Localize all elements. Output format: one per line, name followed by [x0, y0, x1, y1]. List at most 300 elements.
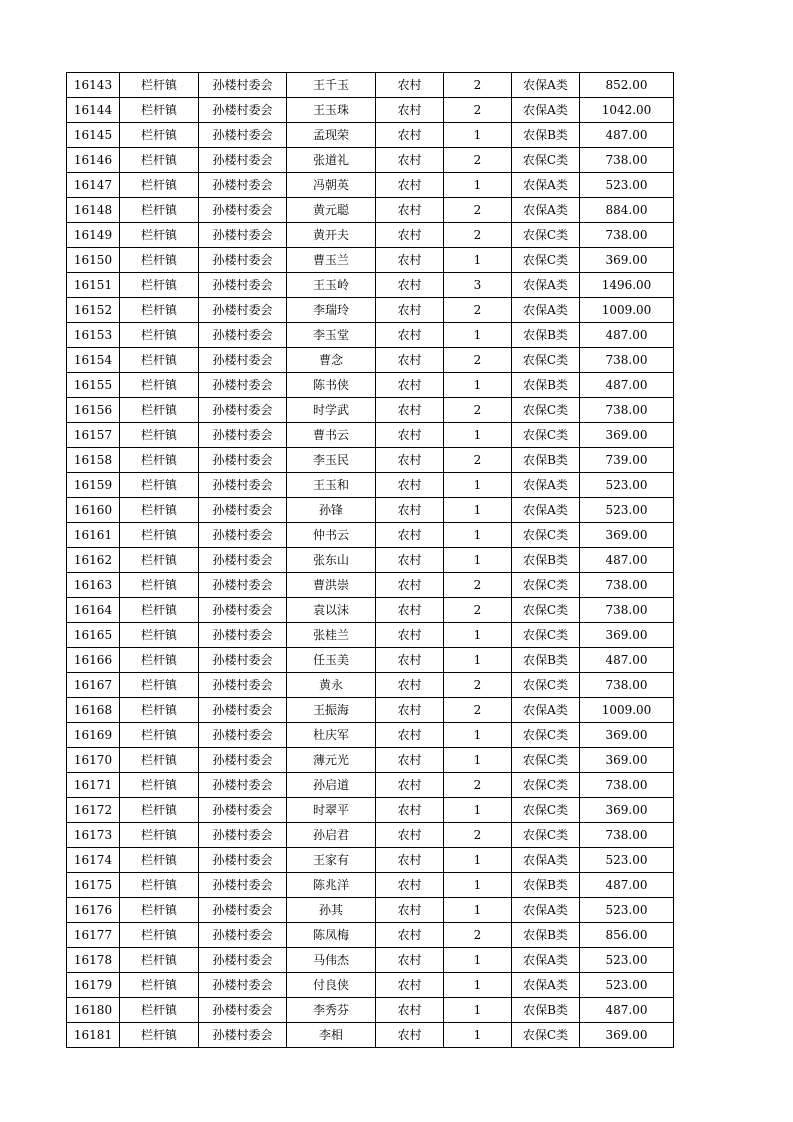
town-cell: 栏杆镇 — [120, 223, 199, 248]
town-cell: 栏杆镇 — [120, 423, 199, 448]
table-row — [67, 898, 674, 923]
household-count-cell: 2 — [444, 298, 512, 323]
table-row — [67, 98, 674, 123]
village-cell: 孙楼村委会 — [199, 623, 287, 648]
amount-cell: 487.00 — [580, 323, 674, 348]
village-cell: 孙楼村委会 — [199, 848, 287, 873]
table-row — [67, 873, 674, 898]
village-cell: 孙楼村委会 — [199, 523, 287, 548]
amount-cell: 523.00 — [580, 898, 674, 923]
table-row — [67, 223, 674, 248]
record-id-cell: 16149 — [67, 223, 120, 248]
village-cell: 孙楼村委会 — [199, 423, 287, 448]
name-cell: 任玉美 — [287, 648, 376, 673]
table-row — [67, 298, 674, 323]
area-type-cell: 农村 — [376, 348, 444, 373]
area-type-cell: 农村 — [376, 323, 444, 348]
village-cell: 孙楼村委会 — [199, 248, 287, 273]
table-row — [67, 923, 674, 948]
amount-cell: 369.00 — [580, 523, 674, 548]
category-cell: 农保B类 — [512, 998, 580, 1023]
table-row — [67, 423, 674, 448]
table-row — [67, 273, 674, 298]
town-cell: 栏杆镇 — [120, 198, 199, 223]
record-id-cell: 16177 — [67, 923, 120, 948]
category-cell: 农保B类 — [512, 923, 580, 948]
name-cell: 马伟杰 — [287, 948, 376, 973]
table-row — [67, 773, 674, 798]
table-row — [67, 798, 674, 823]
table-row — [67, 73, 674, 98]
town-cell: 栏杆镇 — [120, 148, 199, 173]
town-cell: 栏杆镇 — [120, 173, 199, 198]
area-type-cell: 农村 — [376, 823, 444, 848]
category-cell: 农保A类 — [512, 898, 580, 923]
village-cell: 孙楼村委会 — [199, 273, 287, 298]
name-cell: 曹书云 — [287, 423, 376, 448]
amount-cell: 369.00 — [580, 748, 674, 773]
amount-cell: 738.00 — [580, 573, 674, 598]
amount-cell: 369.00 — [580, 1023, 674, 1048]
table-row — [67, 373, 674, 398]
record-id-cell: 16159 — [67, 473, 120, 498]
town-cell: 栏杆镇 — [120, 273, 199, 298]
name-cell: 陈兆洋 — [287, 873, 376, 898]
name-cell: 曹念 — [287, 348, 376, 373]
household-count-cell: 2 — [444, 823, 512, 848]
area-type-cell: 农村 — [376, 723, 444, 748]
town-cell: 栏杆镇 — [120, 823, 199, 848]
name-cell: 孙启君 — [287, 823, 376, 848]
amount-cell: 738.00 — [580, 823, 674, 848]
category-cell: 农保A类 — [512, 948, 580, 973]
amount-cell: 1496.00 — [580, 273, 674, 298]
category-cell: 农保A类 — [512, 273, 580, 298]
name-cell: 孙启道 — [287, 773, 376, 798]
category-cell: 农保C类 — [512, 573, 580, 598]
category-cell: 农保A类 — [512, 298, 580, 323]
area-type-cell: 农村 — [376, 998, 444, 1023]
village-cell: 孙楼村委会 — [199, 573, 287, 598]
category-cell: 农保A类 — [512, 473, 580, 498]
amount-cell: 523.00 — [580, 498, 674, 523]
area-type-cell: 农村 — [376, 423, 444, 448]
table-row — [67, 348, 674, 373]
name-cell: 冯朝英 — [287, 173, 376, 198]
area-type-cell: 农村 — [376, 223, 444, 248]
village-cell: 孙楼村委会 — [199, 373, 287, 398]
category-cell: 农保B类 — [512, 648, 580, 673]
household-count-cell: 1 — [444, 423, 512, 448]
name-cell: 陈书侠 — [287, 373, 376, 398]
record-id-cell: 16162 — [67, 548, 120, 573]
household-count-cell: 2 — [444, 773, 512, 798]
amount-cell: 1009.00 — [580, 698, 674, 723]
household-count-cell: 2 — [444, 698, 512, 723]
table-row — [67, 598, 674, 623]
village-cell: 孙楼村委会 — [199, 148, 287, 173]
category-cell: 农保C类 — [512, 623, 580, 648]
record-id-cell: 16154 — [67, 348, 120, 373]
category-cell: 农保C类 — [512, 723, 580, 748]
household-count-cell: 1 — [444, 323, 512, 348]
table-row — [67, 448, 674, 473]
area-type-cell: 农村 — [376, 198, 444, 223]
village-cell: 孙楼村委会 — [199, 923, 287, 948]
record-id-cell: 16172 — [67, 798, 120, 823]
name-cell: 李秀芬 — [287, 998, 376, 1023]
village-cell: 孙楼村委会 — [199, 1023, 287, 1048]
town-cell: 栏杆镇 — [120, 73, 199, 98]
town-cell: 栏杆镇 — [120, 723, 199, 748]
town-cell: 栏杆镇 — [120, 523, 199, 548]
amount-cell: 738.00 — [580, 673, 674, 698]
category-cell: 农保A类 — [512, 98, 580, 123]
area-type-cell: 农村 — [376, 373, 444, 398]
village-cell: 孙楼村委会 — [199, 998, 287, 1023]
table-row — [67, 198, 674, 223]
table-row — [67, 523, 674, 548]
name-cell: 袁以沫 — [287, 598, 376, 623]
name-cell: 黄开夫 — [287, 223, 376, 248]
household-count-cell: 2 — [444, 573, 512, 598]
town-cell: 栏杆镇 — [120, 673, 199, 698]
name-cell: 王玉珠 — [287, 98, 376, 123]
amount-cell: 738.00 — [580, 148, 674, 173]
record-id-cell: 16175 — [67, 873, 120, 898]
area-type-cell: 农村 — [376, 898, 444, 923]
town-cell: 栏杆镇 — [120, 248, 199, 273]
town-cell: 栏杆镇 — [120, 398, 199, 423]
village-cell: 孙楼村委会 — [199, 448, 287, 473]
record-id-cell: 16169 — [67, 723, 120, 748]
amount-cell: 523.00 — [580, 173, 674, 198]
name-cell: 曹洪崇 — [287, 573, 376, 598]
record-id-cell: 16143 — [67, 73, 120, 98]
village-cell: 孙楼村委会 — [199, 873, 287, 898]
table-row — [67, 473, 674, 498]
record-id-cell: 16178 — [67, 948, 120, 973]
amount-cell: 369.00 — [580, 248, 674, 273]
town-cell: 栏杆镇 — [120, 1023, 199, 1048]
record-id-cell: 16152 — [67, 298, 120, 323]
area-type-cell: 农村 — [376, 573, 444, 598]
household-count-cell: 1 — [444, 1023, 512, 1048]
household-count-cell: 1 — [444, 473, 512, 498]
town-cell: 栏杆镇 — [120, 98, 199, 123]
household-count-cell: 1 — [444, 748, 512, 773]
town-cell: 栏杆镇 — [120, 623, 199, 648]
name-cell: 张道礼 — [287, 148, 376, 173]
town-cell: 栏杆镇 — [120, 373, 199, 398]
town-cell: 栏杆镇 — [120, 648, 199, 673]
household-count-cell: 1 — [444, 998, 512, 1023]
area-type-cell: 农村 — [376, 298, 444, 323]
name-cell: 李瑞玲 — [287, 298, 376, 323]
area-type-cell: 农村 — [376, 773, 444, 798]
village-cell: 孙楼村委会 — [199, 98, 287, 123]
name-cell: 黄永 — [287, 673, 376, 698]
household-count-cell: 2 — [444, 223, 512, 248]
amount-cell: 738.00 — [580, 348, 674, 373]
category-cell: 农保C类 — [512, 148, 580, 173]
village-cell: 孙楼村委会 — [199, 398, 287, 423]
area-type-cell: 农村 — [376, 873, 444, 898]
area-type-cell: 农村 — [376, 923, 444, 948]
town-cell: 栏杆镇 — [120, 773, 199, 798]
name-cell: 孟现荣 — [287, 123, 376, 148]
town-cell: 栏杆镇 — [120, 448, 199, 473]
category-cell: 农保B类 — [512, 323, 580, 348]
category-cell: 农保C类 — [512, 348, 580, 373]
household-count-cell: 2 — [444, 98, 512, 123]
name-cell: 李相 — [287, 1023, 376, 1048]
town-cell: 栏杆镇 — [120, 923, 199, 948]
category-cell: 农保C类 — [512, 523, 580, 548]
record-id-cell: 16161 — [67, 523, 120, 548]
table-body — [67, 73, 674, 1048]
table-row — [67, 173, 674, 198]
amount-cell: 523.00 — [580, 473, 674, 498]
area-type-cell: 农村 — [376, 848, 444, 873]
record-id-cell: 16144 — [67, 98, 120, 123]
household-count-cell: 1 — [444, 173, 512, 198]
name-cell: 张东山 — [287, 548, 376, 573]
record-id-cell: 16151 — [67, 273, 120, 298]
record-id-cell: 16164 — [67, 598, 120, 623]
town-cell: 栏杆镇 — [120, 998, 199, 1023]
name-cell: 杜庆军 — [287, 723, 376, 748]
area-type-cell: 农村 — [376, 73, 444, 98]
category-cell: 农保C类 — [512, 398, 580, 423]
household-count-cell: 1 — [444, 723, 512, 748]
record-id-cell: 16166 — [67, 648, 120, 673]
amount-cell: 369.00 — [580, 623, 674, 648]
record-id-cell: 16156 — [67, 398, 120, 423]
record-id-cell: 16170 — [67, 748, 120, 773]
category-cell: 农保C类 — [512, 1023, 580, 1048]
name-cell: 王玉和 — [287, 473, 376, 498]
amount-cell: 884.00 — [580, 198, 674, 223]
amount-cell: 852.00 — [580, 73, 674, 98]
table-row — [67, 623, 674, 648]
record-id-cell: 16180 — [67, 998, 120, 1023]
town-cell: 栏杆镇 — [120, 698, 199, 723]
household-count-cell: 2 — [444, 598, 512, 623]
name-cell: 王千玉 — [287, 73, 376, 98]
table-row — [67, 823, 674, 848]
household-count-cell: 1 — [444, 798, 512, 823]
name-cell: 王家有 — [287, 848, 376, 873]
household-count-cell: 3 — [444, 273, 512, 298]
record-id-cell: 16160 — [67, 498, 120, 523]
data-table — [66, 72, 674, 1048]
area-type-cell: 农村 — [376, 273, 444, 298]
table-row — [67, 323, 674, 348]
household-count-cell: 2 — [444, 348, 512, 373]
table-row — [67, 748, 674, 773]
category-cell: 农保C类 — [512, 223, 580, 248]
table-row — [67, 848, 674, 873]
record-id-cell: 16181 — [67, 1023, 120, 1048]
household-count-cell: 1 — [444, 373, 512, 398]
area-type-cell: 农村 — [376, 98, 444, 123]
record-id-cell: 16150 — [67, 248, 120, 273]
category-cell: 农保B类 — [512, 373, 580, 398]
area-type-cell: 农村 — [376, 523, 444, 548]
category-cell: 农保A类 — [512, 173, 580, 198]
category-cell: 农保A类 — [512, 848, 580, 873]
town-cell: 栏杆镇 — [120, 473, 199, 498]
category-cell: 农保C类 — [512, 673, 580, 698]
area-type-cell: 农村 — [376, 598, 444, 623]
village-cell: 孙楼村委会 — [199, 498, 287, 523]
area-type-cell: 农村 — [376, 398, 444, 423]
table-row — [67, 248, 674, 273]
category-cell: 农保C类 — [512, 248, 580, 273]
area-type-cell: 农村 — [376, 973, 444, 998]
name-cell: 曹玉兰 — [287, 248, 376, 273]
table-row — [67, 673, 674, 698]
table-row — [67, 548, 674, 573]
record-id-cell: 16147 — [67, 173, 120, 198]
area-type-cell: 农村 — [376, 623, 444, 648]
area-type-cell: 农村 — [376, 1023, 444, 1048]
category-cell: 农保C类 — [512, 423, 580, 448]
category-cell: 农保A类 — [512, 973, 580, 998]
household-count-cell: 1 — [444, 523, 512, 548]
village-cell: 孙楼村委会 — [199, 748, 287, 773]
table-row — [67, 148, 674, 173]
table-row — [67, 1023, 674, 1048]
name-cell: 李玉堂 — [287, 323, 376, 348]
amount-cell: 487.00 — [580, 873, 674, 898]
village-cell: 孙楼村委会 — [199, 198, 287, 223]
record-id-cell: 16157 — [67, 423, 120, 448]
category-cell: 农保B类 — [512, 448, 580, 473]
area-type-cell: 农村 — [376, 123, 444, 148]
record-id-cell: 16174 — [67, 848, 120, 873]
household-count-cell: 1 — [444, 123, 512, 148]
record-id-cell: 16148 — [67, 198, 120, 223]
area-type-cell: 农村 — [376, 498, 444, 523]
household-count-cell: 2 — [444, 398, 512, 423]
village-cell: 孙楼村委会 — [199, 823, 287, 848]
area-type-cell: 农村 — [376, 248, 444, 273]
amount-cell: 738.00 — [580, 598, 674, 623]
record-id-cell: 16171 — [67, 773, 120, 798]
village-cell: 孙楼村委会 — [199, 948, 287, 973]
amount-cell: 738.00 — [580, 773, 674, 798]
name-cell: 时翠平 — [287, 798, 376, 823]
category-cell: 农保C类 — [512, 823, 580, 848]
name-cell: 王玉岭 — [287, 273, 376, 298]
village-cell: 孙楼村委会 — [199, 123, 287, 148]
category-cell: 农保B类 — [512, 873, 580, 898]
amount-cell: 487.00 — [580, 998, 674, 1023]
town-cell: 栏杆镇 — [120, 348, 199, 373]
household-count-cell: 2 — [444, 673, 512, 698]
village-cell: 孙楼村委会 — [199, 673, 287, 698]
village-cell: 孙楼村委会 — [199, 773, 287, 798]
area-type-cell: 农村 — [376, 473, 444, 498]
household-count-cell: 1 — [444, 898, 512, 923]
household-count-cell: 2 — [444, 148, 512, 173]
record-id-cell: 16165 — [67, 623, 120, 648]
category-cell: 农保B类 — [512, 123, 580, 148]
amount-cell: 1009.00 — [580, 298, 674, 323]
village-cell: 孙楼村委会 — [199, 173, 287, 198]
town-cell: 栏杆镇 — [120, 898, 199, 923]
category-cell: 农保A类 — [512, 73, 580, 98]
name-cell: 仲书云 — [287, 523, 376, 548]
village-cell: 孙楼村委会 — [199, 898, 287, 923]
household-count-cell: 1 — [444, 948, 512, 973]
village-cell: 孙楼村委会 — [199, 348, 287, 373]
village-cell: 孙楼村委会 — [199, 548, 287, 573]
name-cell: 薄元光 — [287, 748, 376, 773]
amount-cell: 738.00 — [580, 223, 674, 248]
amount-cell: 487.00 — [580, 548, 674, 573]
town-cell: 栏杆镇 — [120, 573, 199, 598]
village-cell: 孙楼村委会 — [199, 798, 287, 823]
amount-cell: 487.00 — [580, 373, 674, 398]
amount-cell: 738.00 — [580, 398, 674, 423]
category-cell: 农保C类 — [512, 748, 580, 773]
town-cell: 栏杆镇 — [120, 798, 199, 823]
table-row — [67, 723, 674, 748]
name-cell: 李玉民 — [287, 448, 376, 473]
village-cell: 孙楼村委会 — [199, 298, 287, 323]
record-id-cell: 16167 — [67, 673, 120, 698]
record-id-cell: 16163 — [67, 573, 120, 598]
area-type-cell: 农村 — [376, 548, 444, 573]
amount-cell: 856.00 — [580, 923, 674, 948]
village-cell: 孙楼村委会 — [199, 648, 287, 673]
town-cell: 栏杆镇 — [120, 598, 199, 623]
household-count-cell: 2 — [444, 198, 512, 223]
amount-cell: 523.00 — [580, 848, 674, 873]
area-type-cell: 农村 — [376, 148, 444, 173]
amount-cell: 1042.00 — [580, 98, 674, 123]
name-cell: 时学武 — [287, 398, 376, 423]
record-id-cell: 16179 — [67, 973, 120, 998]
village-cell: 孙楼村委会 — [199, 73, 287, 98]
amount-cell: 739.00 — [580, 448, 674, 473]
name-cell: 孙锋 — [287, 498, 376, 523]
area-type-cell: 农村 — [376, 698, 444, 723]
record-id-cell: 16146 — [67, 148, 120, 173]
village-cell: 孙楼村委会 — [199, 973, 287, 998]
amount-cell: 369.00 — [580, 723, 674, 748]
household-count-cell: 1 — [444, 548, 512, 573]
village-cell: 孙楼村委会 — [199, 598, 287, 623]
category-cell: 农保B类 — [512, 548, 580, 573]
household-count-cell: 1 — [444, 873, 512, 898]
amount-cell: 523.00 — [580, 948, 674, 973]
town-cell: 栏杆镇 — [120, 873, 199, 898]
area-type-cell: 农村 — [376, 648, 444, 673]
amount-cell: 369.00 — [580, 423, 674, 448]
household-count-cell: 1 — [444, 498, 512, 523]
town-cell: 栏杆镇 — [120, 498, 199, 523]
amount-cell: 523.00 — [580, 973, 674, 998]
town-cell: 栏杆镇 — [120, 973, 199, 998]
town-cell: 栏杆镇 — [120, 123, 199, 148]
household-count-cell: 2 — [444, 923, 512, 948]
category-cell: 农保A类 — [512, 698, 580, 723]
area-type-cell: 农村 — [376, 798, 444, 823]
